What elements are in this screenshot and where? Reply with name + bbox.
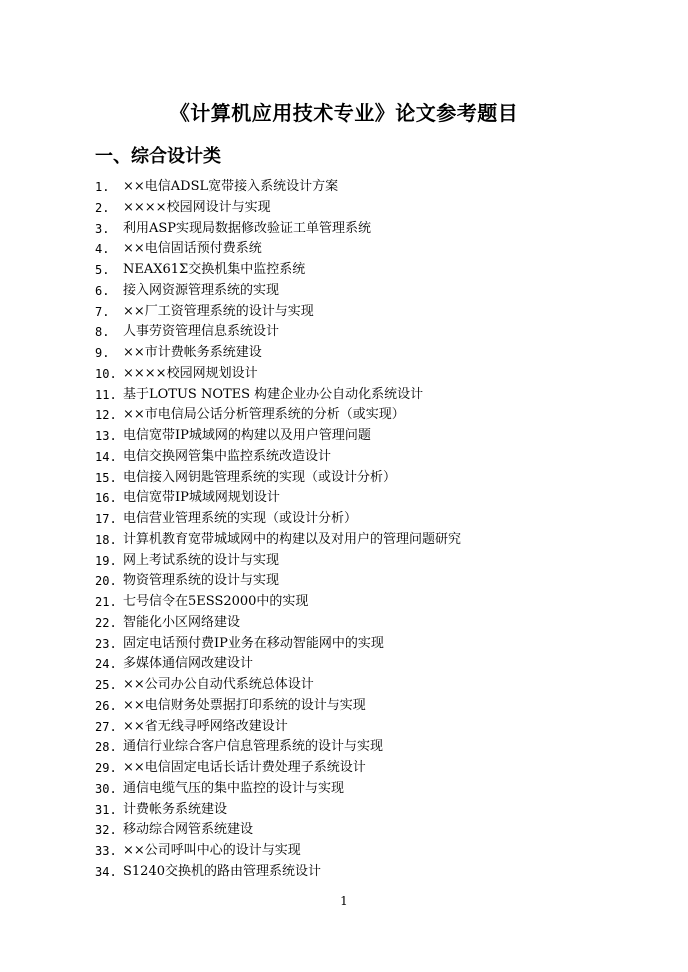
list-item-text: 电信接入网钥匙管理系统的实现（或设计分析） — [123, 469, 397, 485]
list-item — [95, 613, 461, 634]
list-item-number: 17. — [95, 512, 117, 526]
list-item-number: 29. — [95, 761, 117, 775]
list-item — [95, 841, 461, 862]
list-item-text: 通信行业综合客户信息管理系统的设计与实现 — [123, 739, 384, 755]
list-item — [95, 820, 461, 841]
list-item-text: 网上考试系统的设计与实现 — [123, 552, 280, 568]
list-item-text: 智能化小区网络建设 — [123, 614, 241, 630]
list-item — [95, 281, 461, 302]
list-item — [95, 779, 461, 800]
list-item-number: 9. — [95, 346, 110, 360]
list-item — [95, 322, 461, 343]
list-item — [95, 696, 461, 717]
list-item-number: 24. — [95, 657, 117, 672]
list-item — [95, 509, 461, 530]
page-number: 1 — [340, 894, 348, 908]
list-item-text: 电信宽带IP城域网的构建以及用户管理问题 — [123, 428, 371, 443]
list-item-number: 14. — [95, 449, 117, 464]
list-item — [95, 364, 461, 385]
list-item — [95, 530, 461, 551]
list-item — [95, 177, 461, 198]
list-item-number: 11. — [95, 387, 117, 402]
list-item-text: ××电信固话预付费系统 — [123, 241, 262, 257]
list-item-number: 18. — [95, 532, 117, 547]
list-item — [95, 260, 461, 281]
list-item — [95, 551, 461, 572]
list-item-text: 固定电话预付费IP业务在移动智能网中的实现 — [123, 635, 384, 651]
list-item-text: 计费帐务系统建设 — [123, 801, 228, 817]
list-item — [95, 447, 461, 468]
list-item-number: 23. — [95, 636, 117, 651]
list-item — [95, 758, 461, 779]
list-item-number: 7. — [95, 304, 110, 319]
list-item — [95, 862, 461, 883]
list-item-number: 5. — [95, 263, 110, 277]
list-item-number: 6. — [95, 283, 110, 298]
document-title: 《计算机应用技术专业》论文参考题目 — [169, 101, 519, 125]
list-item — [95, 219, 461, 240]
list-item-number: 32. — [95, 823, 117, 838]
list-item-number: 4. — [95, 242, 110, 257]
list-item-text: ××电信固定电话长话计费处理子系统设计 — [123, 760, 366, 775]
list-item-text: ××××校园网设计与实现 — [123, 199, 271, 215]
list-item — [95, 343, 461, 364]
list-item-number: 2. — [95, 200, 110, 215]
list-item-text: 人事劳资管理信息系统设计 — [123, 324, 280, 340]
list-item — [95, 592, 461, 613]
list-item-text: 电信交换网管集中监控系统改造设计 — [123, 448, 332, 464]
list-item-text: S1240交换机的路由管理系统设计 — [123, 863, 321, 879]
list-item-number: 21. — [95, 595, 117, 609]
list-item-number: 28. — [95, 740, 117, 755]
list-item-number: 31. — [95, 802, 117, 817]
list-item — [95, 302, 461, 323]
list-item-number: 1. — [95, 180, 110, 194]
list-item-text: NEAX61Σ交换机集中监控系统 — [123, 262, 306, 277]
list-item-text: 七号信令在5ESS2000中的实现 — [123, 594, 309, 609]
list-item-text: 计算机教育宽带城域网中的构建以及对用户的管理问题研究 — [123, 531, 462, 547]
list-item — [95, 654, 461, 675]
list-item-number: 15. — [95, 470, 117, 485]
list-item-number: 19. — [95, 553, 117, 568]
list-item-text: 多媒体通信网改建设计 — [123, 656, 254, 672]
topic-list — [95, 177, 461, 883]
list-item-text: ××公司呼叫中心的设计与实现 — [123, 843, 301, 858]
list-item-number: 34. — [95, 864, 117, 879]
list-item — [95, 675, 461, 696]
list-item-text: ××市计费帐务系统建设 — [123, 345, 262, 360]
section-heading: 一、综合设计类 — [95, 146, 221, 167]
list-item-text: 接入网资源管理系统的实现 — [123, 282, 280, 298]
list-item-text: ××市电信局公话分析管理系统的分析（或实现） — [123, 407, 405, 423]
list-item-text: 基于LOTUS NOTES 构建企业办公自动化系统设计 — [123, 386, 424, 402]
list-item-number: 22. — [95, 615, 117, 630]
list-item-text: ××××校园网规划设计 — [123, 365, 258, 381]
list-item-text: 移动综合网管系统建设 — [123, 822, 254, 838]
list-item-number: 25. — [95, 678, 117, 692]
list-item — [95, 634, 461, 655]
list-item — [95, 737, 461, 758]
list-item-number: 33. — [95, 844, 117, 858]
list-item — [95, 468, 461, 489]
list-item — [95, 800, 461, 821]
list-item-number: 16. — [95, 491, 117, 506]
list-item — [95, 198, 461, 219]
list-item-text: 电信宽带IP城域网规划设计 — [123, 490, 280, 506]
list-item-number: 10. — [95, 366, 117, 381]
list-item — [95, 385, 461, 406]
list-item-text: ××电信ADSL宽带接入系统设计方案 — [123, 179, 339, 194]
list-item-text: 通信电缆气压的集中监控的设计与实现 — [123, 780, 345, 796]
list-item-number: 3. — [95, 221, 110, 236]
list-item-text: 电信营业管理系统的实现（或设计分析） — [123, 511, 358, 526]
list-item-number: 26. — [95, 698, 117, 713]
list-item-text: ××电信财务处票据打印系统的设计与实现 — [123, 697, 366, 713]
list-item — [95, 717, 461, 738]
list-item — [95, 571, 461, 592]
list-item — [95, 239, 461, 260]
list-item-number: 8. — [95, 325, 110, 340]
list-item — [95, 426, 461, 447]
list-item — [95, 405, 461, 426]
list-item-number: 13. — [95, 429, 117, 443]
list-item-number: 12. — [95, 408, 117, 423]
list-item-number: 30. — [95, 781, 117, 796]
list-item-text: ××省无线寻呼网络改建设计 — [123, 718, 288, 734]
list-item-number: 27. — [95, 719, 117, 734]
list-item — [95, 488, 461, 509]
list-item-text: ××厂工资管理系统的设计与实现 — [123, 303, 314, 319]
list-item-number: 20. — [95, 574, 117, 589]
list-item-text: 物资管理系统的设计与实现 — [123, 573, 280, 589]
list-item-text: ××公司办公自动代系统总体设计 — [123, 677, 314, 692]
list-item-text: 利用ASP实现局数据修改验证工单管理系统 — [123, 220, 372, 236]
